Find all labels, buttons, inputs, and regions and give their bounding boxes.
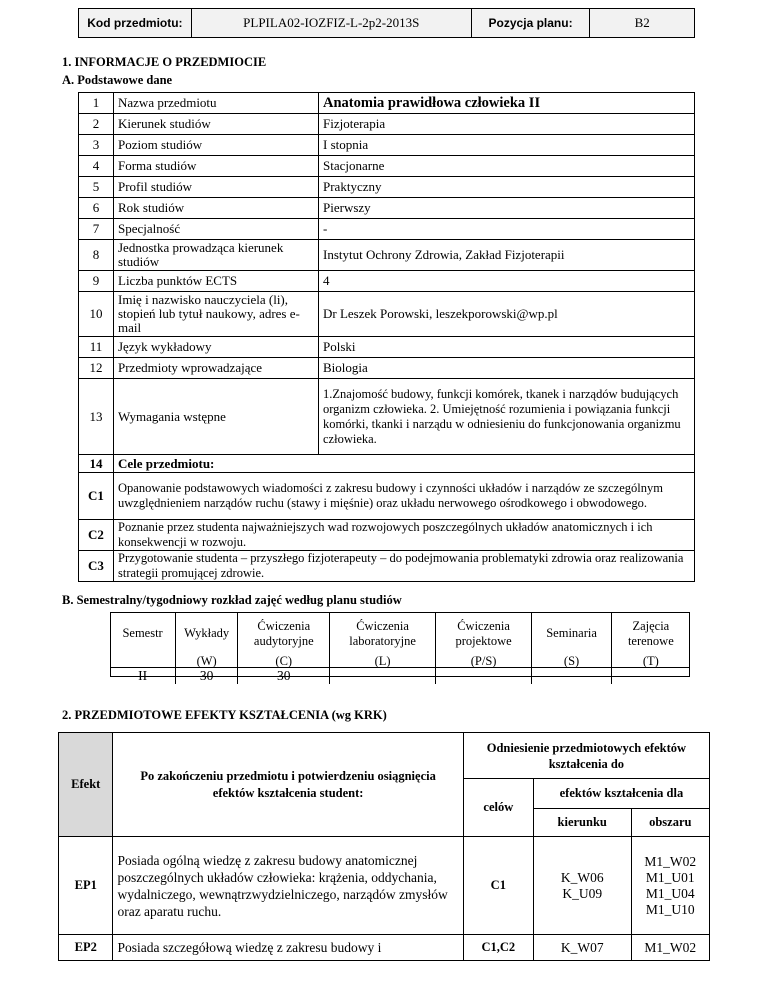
- goal-code: C2: [79, 520, 114, 551]
- row-number: 12: [79, 358, 114, 379]
- row-value: Polski: [319, 337, 695, 358]
- table-row: [79, 198, 695, 219]
- row-value: Pierwszy: [319, 198, 695, 219]
- obszar-code: M1_U01: [645, 869, 695, 885]
- col-odniesienie: Odniesienie przedmiotowych efektów kształcenia do: [463, 733, 709, 779]
- row-value: Praktyczny: [319, 177, 695, 198]
- section-1-title: 1. INFORMACJE O PRZEDMIOCIE: [62, 55, 267, 69]
- goals-title: Cele przedmiotu:: [114, 455, 695, 473]
- section-b-title: B. Semestralny/tygodniowy rozkład zajęć według planu studiów: [62, 593, 402, 607]
- pozycja-value: B2: [590, 9, 695, 38]
- goal-code: C3: [79, 551, 114, 582]
- section-2-title: 2. PRZEDMIOTOWE EFEKTY KSZTAŁCENIA (wg KRK): [62, 708, 387, 722]
- effect-code: EP1: [59, 837, 113, 935]
- row-value: Fizjoterapia: [319, 114, 695, 135]
- code-l: (L): [330, 655, 435, 668]
- value-w: 30: [176, 668, 238, 685]
- row-label: Imię i nazwisko nauczyciela (li), stopień lub tytuł naukowy, adres e-mail: [114, 292, 319, 337]
- col-cw-laboratoryjne: Ćwiczenia laboratoryjne: [330, 612, 435, 655]
- table-row: [79, 271, 695, 292]
- section-a-title: A. Podstawowe dane: [62, 73, 173, 87]
- table-row: [79, 114, 695, 135]
- row-number: 5: [79, 177, 114, 198]
- effect-obszar: [631, 837, 709, 935]
- code-c: (C): [238, 655, 330, 668]
- row-number: 3: [79, 135, 114, 156]
- row-number: 14: [79, 455, 114, 473]
- row-number: 11: [79, 337, 114, 358]
- col-kierunku: kierunku: [533, 809, 631, 837]
- table-row: [79, 240, 695, 271]
- row-number: 13: [79, 379, 114, 455]
- code-t: (T): [642, 654, 659, 668]
- kod-label: Kod przedmiotu:: [79, 9, 192, 38]
- goal-row: [79, 473, 695, 520]
- kierunek-code: K_U09: [562, 885, 603, 901]
- effect-text: Posiada szczegółową wiedzę z zakresu budowy i: [113, 935, 463, 961]
- kod-value: PLPILA02-IOZFIZ-L-2p2-2013S: [191, 9, 471, 38]
- goals-header-row: [79, 455, 695, 473]
- row-number: 7: [79, 219, 114, 240]
- table-row: [79, 337, 695, 358]
- row-value: Biologia: [319, 358, 695, 379]
- teacher-contact: Dr Leszek Porowski, leszekporowski@wp.pl: [319, 292, 695, 337]
- col-efekt: Efekt: [59, 733, 113, 837]
- row-label: Liczba punktów ECTS: [114, 271, 319, 292]
- col-seminaria: Seminaria: [532, 612, 611, 655]
- semestr-label: Semestr: [110, 612, 176, 655]
- goal-code: C1: [79, 473, 114, 520]
- col-po: Po zakończeniu przedmiotu i potwierdzeniu osiągnięcia efektów kształcenia student:: [113, 733, 463, 837]
- col-zajecia-terenowe: Zajęcia terenowe: [627, 618, 674, 648]
- col-wyklady: Wykłady: [176, 612, 238, 655]
- basic-data-table: [78, 92, 695, 582]
- effect-obszar: M1_W02: [631, 935, 709, 961]
- code-s: (S): [532, 655, 611, 668]
- effect-text: Posiada ogólną wiedzę z zakresu budowy anatomicznej poszczególnych układów człowieka: krążenia, oddychania, wydalniczego, wewnątrzwydzielniczego, narządów zmysłów oraz aparatu ruchu.: [113, 837, 463, 935]
- kierunek-code: K_W06: [560, 869, 604, 885]
- value-t: [611, 668, 690, 685]
- table-row: [79, 379, 695, 455]
- value-l: [330, 668, 435, 685]
- schedule-table: [110, 612, 690, 684]
- goal-text: Przygotowanie studenta – przyszłego fizjoterapeuty – do podejmowania problematyki zdrowia oraz realizowania strategii promującej zdrowie.: [114, 551, 695, 582]
- row-label: Profil studiów: [114, 177, 319, 198]
- effect-cele: C1: [463, 837, 533, 935]
- goal-row: [79, 551, 695, 582]
- row-label: Język wykładowy: [114, 337, 319, 358]
- row-label: Poziom studiów: [114, 135, 319, 156]
- col-celow: celów: [463, 779, 533, 837]
- col-cw-audytoryjne: Ćwiczenia audytoryjne: [238, 612, 330, 655]
- effect-kierunek: [533, 837, 631, 935]
- effect-code: EP2: [59, 935, 113, 961]
- row-label: Jednostka prowadząca kierunek studiów: [114, 240, 319, 271]
- pozycja-label: Pozycja planu:: [471, 9, 590, 38]
- semestr-value: II: [110, 668, 176, 685]
- course-name: Anatomia prawidłowa człowieka II: [319, 93, 695, 114]
- table-row: [79, 292, 695, 337]
- value-ps: [435, 668, 532, 685]
- table-row: [79, 358, 695, 379]
- goal-row: [79, 520, 695, 551]
- goal-text: Poznanie przez studenta najważniejszych wad rozwojowych poszczególnych układów anatomicznych i ich konsekwencji w rozwoju.: [114, 520, 695, 551]
- row-number: 1: [79, 93, 114, 114]
- goal-text: Opanowanie podstawowych wiadomości z zakresu budowy i czynności układów i narządów ze szczególnym uwzględnieniem narządów ruchu (stawy i mięśnie) oraz układu nerwowego ośrodkowego i obwodowego.: [114, 473, 695, 520]
- table-row: [79, 219, 695, 240]
- table-row: [79, 93, 695, 114]
- code-w: (W): [176, 655, 238, 668]
- schedule-header-row: [110, 612, 690, 655]
- row-value: Stacjonarne: [319, 156, 695, 177]
- row-number: 2: [79, 114, 114, 135]
- obszar-code: M1_U04: [645, 885, 695, 901]
- row-label: Kierunek studiów: [114, 114, 319, 135]
- prerequisites-text: 1.Znajomość budowy, funkcji komórek, tkanek i narządów budujących organizm człowieka. 2. Umiejętność rozumienia i powiązania funkcji komórki, tkanki i narządu w odniesieniu do funkcjonowania organizmu człowieka.: [319, 379, 695, 455]
- table-row: [79, 135, 695, 156]
- row-value: 4: [319, 271, 695, 292]
- value-c: 30: [238, 668, 330, 685]
- row-label: Rok studiów: [114, 198, 319, 219]
- row-label: Nazwa przedmiotu: [114, 93, 319, 114]
- col-cw-projektowe: Ćwiczenia projektowe: [435, 612, 532, 655]
- effects-table: [58, 732, 710, 961]
- row-number: 6: [79, 198, 114, 219]
- schedule-code-row: [110, 655, 690, 668]
- table-row: [59, 935, 710, 961]
- row-label: Forma studiów: [114, 156, 319, 177]
- row-value: Instytut Ochrony Zdrowia, Zakład Fizjoterapii: [319, 240, 695, 271]
- obszar-code: M1_U10: [645, 901, 695, 917]
- row-value: I stopnia: [319, 135, 695, 156]
- table-row: [79, 156, 695, 177]
- row-number: 4: [79, 156, 114, 177]
- value-s: [532, 668, 611, 685]
- row-label: Przedmioty wprowadzające: [114, 358, 319, 379]
- col-obszaru: obszaru: [631, 809, 709, 837]
- row-label: Specjalność: [114, 219, 319, 240]
- schedule-value-row: [110, 668, 690, 685]
- row-value: -: [319, 219, 695, 240]
- table-row: [79, 177, 695, 198]
- row-number: 10: [79, 292, 114, 337]
- effect-kierunek: K_W07: [533, 935, 631, 961]
- code-ps: (P/S): [435, 655, 532, 668]
- obszar-code: M1_W02: [644, 853, 697, 869]
- col-efektow: efektów kształcenia dla: [533, 779, 709, 809]
- effect-cele: C1,C2: [463, 935, 533, 961]
- row-number: 9: [79, 271, 114, 292]
- course-header: [78, 8, 695, 38]
- row-label: Wymagania wstępne: [114, 379, 319, 455]
- table-row: [59, 837, 710, 935]
- row-number: 8: [79, 240, 114, 271]
